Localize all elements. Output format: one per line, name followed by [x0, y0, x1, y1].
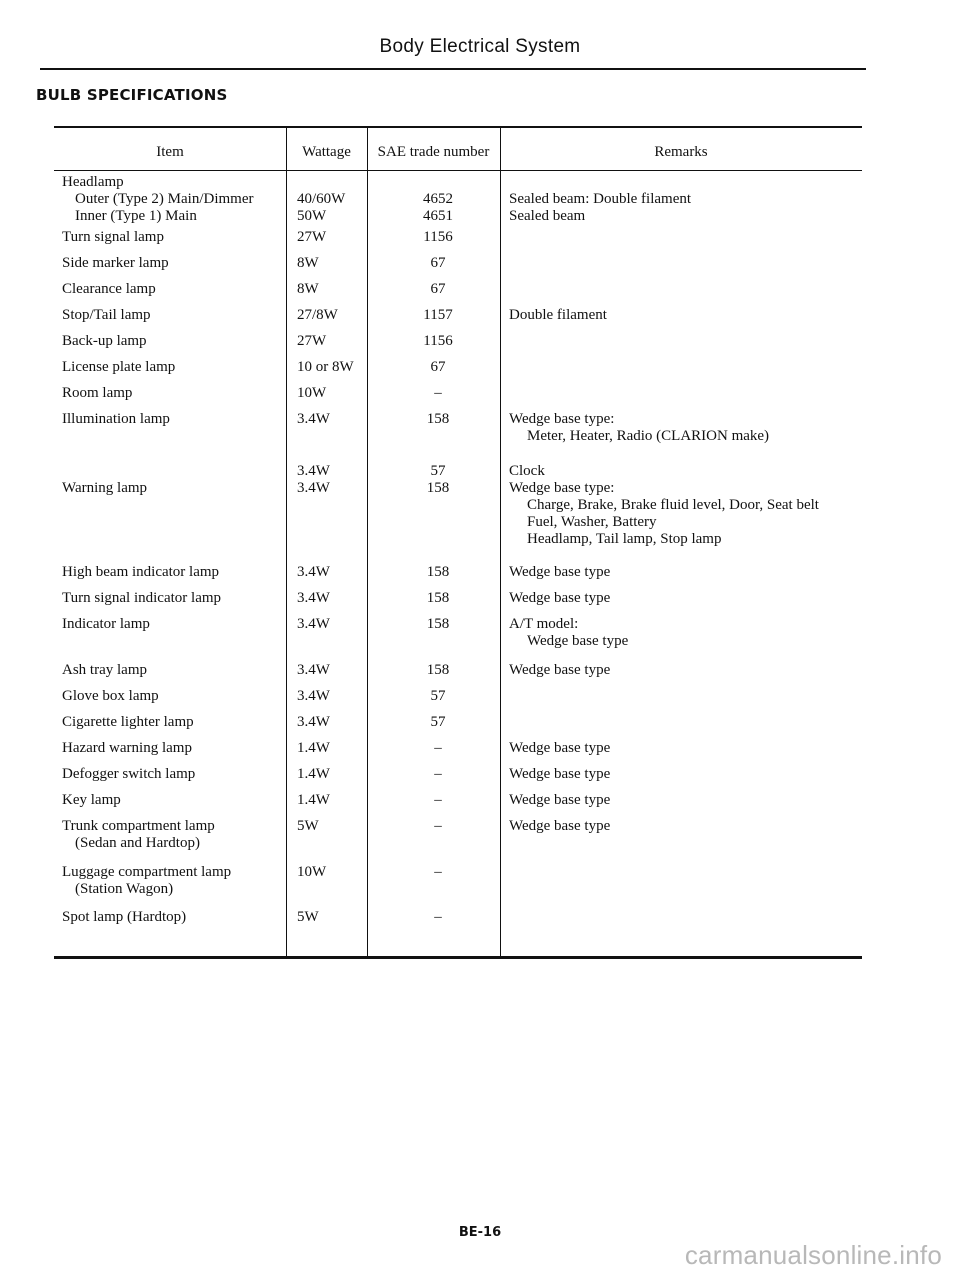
cell-sae-number: 158 [426, 411, 450, 427]
cell-sae-number: – [434, 818, 442, 834]
cell-sae-number: 67 [430, 359, 446, 375]
cell-wattage: 5W [297, 818, 319, 834]
cell-sae-number: – [434, 864, 442, 880]
page-header: Body Electrical System [379, 36, 581, 57]
cell-item: Turn signal lamp [62, 229, 164, 245]
cell-wattage: 3.4W [297, 714, 330, 730]
cell-sae-number: 67 [430, 281, 446, 297]
cell-remarks: Double filament [509, 307, 607, 323]
column-header-sae: SAE trade number [377, 144, 490, 160]
section-title: BULB SPECIFICATIONS [36, 86, 228, 104]
cell-wattage: 10 or 8W [297, 359, 354, 375]
cell-item: Luggage compartment lamp [62, 864, 232, 880]
cell-sae-number: 4652 [423, 191, 453, 207]
cell-wattage: 3.4W [297, 616, 330, 632]
cell-wattage: 27W [297, 333, 327, 349]
cell-item: Glove box lamp [62, 688, 159, 704]
column-divider-sae [500, 128, 501, 956]
cell-sae-number: 1156 [423, 229, 453, 245]
cell-sae-number: 158 [426, 564, 450, 580]
cell-remarks: Wedge base type [509, 766, 611, 782]
cell-wattage: 27W [297, 229, 327, 245]
cell-wattage: 3.4W [297, 480, 330, 496]
cell-sae-number: 158 [426, 616, 450, 632]
cell-item: Defogger switch lamp [62, 766, 196, 782]
cell-item: Hazard warning lamp [62, 740, 192, 756]
table-bottom-rule [54, 956, 862, 959]
cell-item: Headlamp [62, 174, 124, 190]
cell-sae-number: – [434, 792, 442, 808]
cell-remarks: Charge, Brake, Brake fluid level, Door, Seat belt [527, 497, 819, 513]
column-divider-wattage [367, 128, 368, 956]
cell-wattage: 1.4W [297, 740, 330, 756]
cell-item: Outer (Type 2) Main/Dimmer [75, 191, 254, 207]
cell-sae-number: 57 [430, 714, 446, 730]
cell-item: (Sedan and Hardtop) [75, 835, 200, 851]
table-header-rule [54, 170, 862, 171]
cell-remarks: Wedge base type: [509, 411, 615, 427]
cell-wattage: 3.4W [297, 590, 330, 606]
cell-item: Illumination lamp [62, 411, 170, 427]
cell-item: Side marker lamp [62, 255, 169, 271]
cell-sae-number: – [434, 766, 442, 782]
cell-wattage: 8W [297, 255, 319, 271]
page-number: BE-16 [458, 1225, 502, 1240]
cell-remarks: Sealed beam [509, 208, 586, 224]
cell-wattage: 3.4W [297, 688, 330, 704]
cell-wattage: 1.4W [297, 766, 330, 782]
cell-sae-number: 57 [430, 463, 446, 479]
cell-remarks: Fuel, Washer, Battery [527, 514, 657, 530]
cell-remarks: Wedge base type [527, 633, 629, 649]
header-rule [40, 68, 866, 70]
cell-item: Back-up lamp [62, 333, 147, 349]
cell-remarks: Meter, Heater, Radio (CLARION make) [527, 428, 770, 444]
cell-remarks: Wedge base type [509, 662, 611, 678]
cell-item: Ash tray lamp [62, 662, 147, 678]
cell-remarks: Wedge base type [509, 564, 611, 580]
cell-wattage: 3.4W [297, 411, 330, 427]
cell-sae-number: 67 [430, 255, 446, 271]
cell-item: High beam indicator lamp [62, 564, 220, 580]
cell-item: (Station Wagon) [75, 881, 174, 897]
cell-wattage: 3.4W [297, 463, 330, 479]
cell-remarks: Wedge base type: [509, 480, 615, 496]
cell-sae-number: 158 [426, 480, 450, 496]
cell-item: Room lamp [62, 385, 133, 401]
cell-sae-number: 1156 [423, 333, 453, 349]
table-top-rule [54, 126, 862, 128]
cell-remarks: Wedge base type [509, 818, 611, 834]
cell-wattage: 50W [297, 208, 327, 224]
cell-remarks: A/T model: [509, 616, 579, 632]
cell-remarks: Wedge base type [509, 590, 611, 606]
column-header-item: Item [156, 144, 184, 160]
cell-item: Trunk compartment lamp [62, 818, 215, 834]
column-header-remarks: Remarks [654, 144, 708, 160]
column-header-wattage: Wattage [302, 144, 351, 160]
cell-wattage: 27/8W [297, 307, 338, 323]
cell-remarks: Wedge base type [509, 740, 611, 756]
cell-item: Clearance lamp [62, 281, 156, 297]
cell-item: Inner (Type 1) Main [75, 208, 197, 224]
bulb-spec-table [54, 126, 862, 958]
cell-wattage: 40/60W [297, 191, 346, 207]
column-divider-item [286, 128, 287, 956]
cell-wattage: 3.4W [297, 564, 330, 580]
cell-item: Spot lamp (Hardtop) [62, 909, 187, 925]
cell-wattage: 8W [297, 281, 319, 297]
cell-sae-number: 4651 [423, 208, 453, 224]
cell-sae-number: – [434, 740, 442, 756]
cell-item: Cigarette lighter lamp [62, 714, 194, 730]
cell-remarks: Wedge base type [509, 792, 611, 808]
cell-sae-number: – [434, 909, 442, 925]
cell-remarks: Sealed beam: Double filament [509, 191, 692, 207]
cell-item: Stop/Tail lamp [62, 307, 151, 323]
cell-sae-number: 57 [430, 688, 446, 704]
watermark: carmanualsonline.info [684, 1240, 942, 1270]
cell-item: License plate lamp [62, 359, 176, 375]
cell-sae-number: – [434, 385, 442, 401]
cell-wattage: 10W [297, 864, 327, 880]
cell-remarks: Clock [509, 463, 545, 479]
cell-sae-number: 158 [426, 662, 450, 678]
cell-sae-number: 1157 [423, 307, 453, 323]
cell-wattage: 3.4W [297, 662, 330, 678]
cell-sae-number: 158 [426, 590, 450, 606]
cell-item: Key lamp [62, 792, 121, 808]
cell-remarks: Headlamp, Tail lamp, Stop lamp [527, 531, 722, 547]
cell-item: Warning lamp [62, 480, 148, 496]
cell-item: Turn signal indicator lamp [62, 590, 222, 606]
cell-wattage: 1.4W [297, 792, 330, 808]
cell-wattage: 5W [297, 909, 319, 925]
cell-item: Indicator lamp [62, 616, 150, 632]
cell-wattage: 10W [297, 385, 327, 401]
